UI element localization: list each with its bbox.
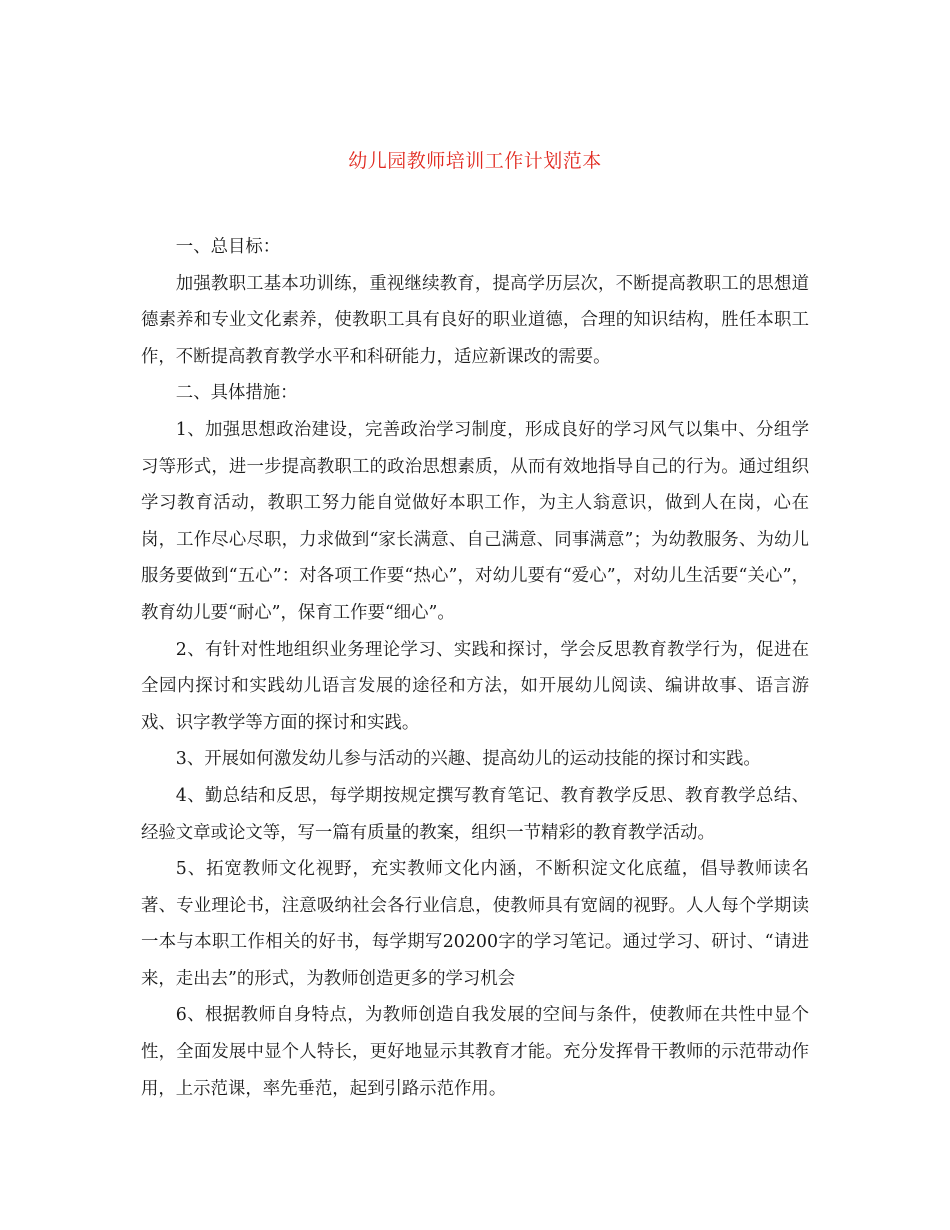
paragraph-measure-1: 1、加强思想政治建设，完善政治学习制度，形成良好的学习风气以集中、分组学习等形式，进一步提高教职工的政治思想素质，从而有效地指导自己的行为。通过组织学习教育活动，教职工努力能自觉做好本职工作，为主人翁意识，做到人在岗，心在岗，工作尽心尽职，力求做到“家长满意、自己满意、同事满意”；为幼教服务、为幼儿服务要做到“五心”：对各项工作要“热心”，对幼儿要有“爱心”，对幼儿生活要“关心”，教育幼儿要“耐心”，保育工作要“细心”。 (141, 419, 809, 623)
paragraph-measure-4: 4、勤总结和反思，每学期按规定撰写教育笔记、教育教学反思、教育教学总结、经验文章或论文等，写一篇有质量的教案，组织一节精彩的教育教学活动。 (141, 785, 809, 843)
document-body (141, 229, 809, 1107)
paragraph-measure-5: 5、拓宽教师文化视野，充实教师文化内涵，不断积淀文化底蕴，倡导教师读名著、专业理论书，注意吸纳社会各行业信息，使教师具有宽阔的视野。人人每个学期读一本与本职工作相关的好书，每学期写20200字的学习笔记。通过学习、研讨、“请进来，走出去”的形式，为教师创造更多的学习机会 (141, 859, 809, 989)
paragraph-measure-2: 2、有针对性地组织业务理论学习、实践和探讨，学会反思教育教学行为，促进在全园内探讨和实践幼儿语言发展的途径和方法，如开展幼儿阅读、编讲故事、语言游戏、识字教学等方面的探讨和实践。 (141, 639, 809, 733)
section-heading-measures: 二、具体措施： (175, 383, 298, 404)
paragraph-goal: 加强教职工基本功训练，重视继续教育，提高学历层次，不断提高教职工的思想道德素养和专业文化素养，使教职工具有良好的职业道德，合理的知识结构，胜任本职工作，不断提高教育教学水平和科研能力，适应新课改的需要。 (141, 273, 809, 367)
paragraph-measure-3: 3、开展如何激发幼儿参与活动的兴趣、提高幼儿的运动技能的探讨和实践。 (175, 749, 761, 770)
paragraph-measure-6: 6、根据教师自身特点，为教师创造自我发展的空间与条件，使教师在共性中显个性，全面发展中显个人特长，更好地显示其教育才能。充分发挥骨干教师的示范带动作用，上示范课，率先垂范，起到引路示范作用。 (141, 1005, 809, 1099)
document-title: 幼儿园教师培训工作计划范本 (348, 150, 602, 172)
section-heading-goal: 一、总目标： (175, 237, 281, 257)
